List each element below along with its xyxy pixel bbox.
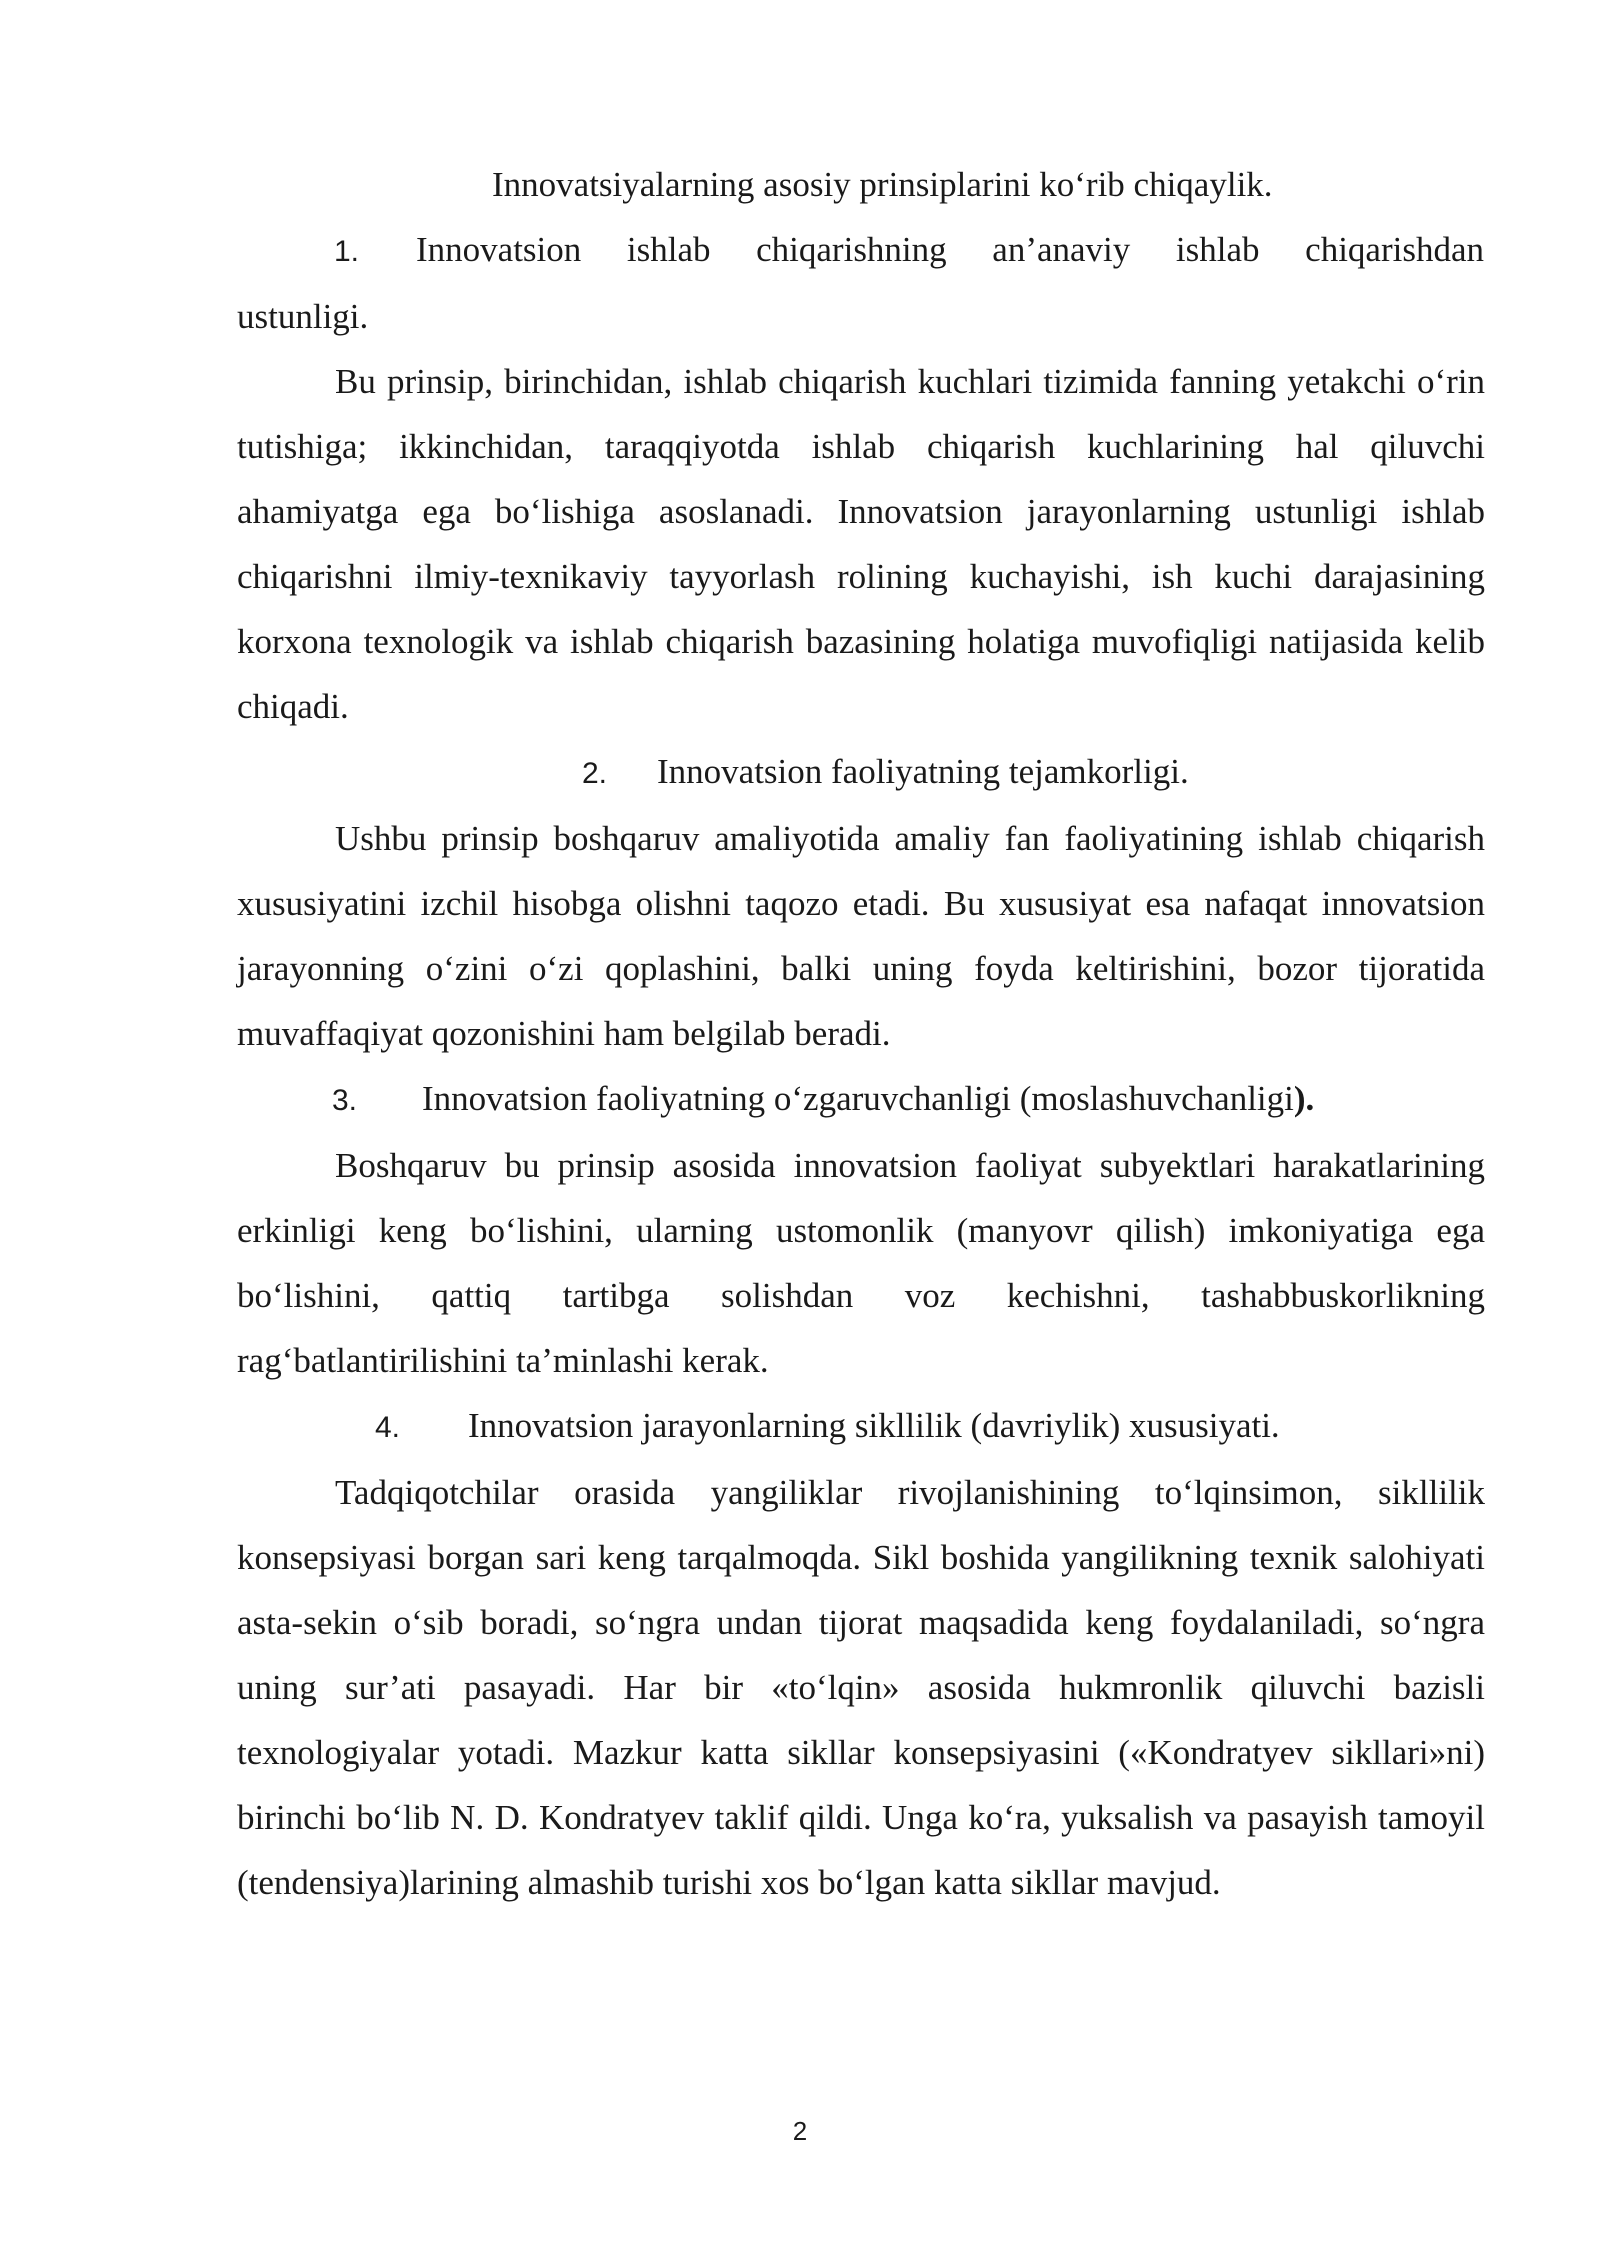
principle-1-heading-line1: Innovatsion ishlab chiqarishning an’anaviy ishlab chiqarishdan [416, 230, 1484, 269]
intro-paragraph: Innovatsiyalarning asosiy prinsiplarini ko‘rib chiqaylik. [492, 165, 1273, 204]
page-number: 2 [792, 2116, 808, 2146]
principle-4-heading-text: Innovatsion jarayonlarning sikllilik (davriylik) xususiyati. [468, 1406, 1280, 1445]
principle-4-number: 4. [375, 1411, 401, 1444]
principle-4-heading [237, 1393, 1485, 1460]
principle-1-body: Bu prinsip, birinchidan, ishlab chiqarish kuchlari tizimida fanning yetakchi o‘rin tutishiga; ikkinchidan, taraqqiyotda ishlab chiqarish kuchlarining hal qiluvchi ahamiyatga ega bo‘lishiga asoslanadi. Innovatsion jarayonlarning ustunligi ishlab chiqarishni ilmiy-texnikaviy tayyorlash rolining kuchayishi, ish kuchi darajasining korxona texnologik va ishlab chiqarish bazasining holatiga muvofiqligi natijasida kelib chiqadi. [237, 362, 1485, 726]
principle-2-heading-text: Innovatsion faoliyatning tejamkorligi. [657, 752, 1189, 791]
principle-3-body: Boshqaruv bu prinsip asosida innovatsion faoliyat subyektlari harakatlarining erkinligi keng bo‘lishini, ularning ustomonlik (manyovr qilish) imkoniyatiga ega bo‘lishini, qattiq tartibga solishdan voz kechishni, tashabbuskorlikning rag‘batlantirilishini ta’minlashi kerak. [237, 1146, 1485, 1380]
principle-1-heading [237, 217, 1485, 349]
principle-3-heading-end: ). [1293, 1079, 1315, 1118]
principle-3-heading-text: Innovatsion faoliyatning o‘zgaruvchanligi (moslashuvchanligi [422, 1079, 1294, 1118]
principle-1-heading-line2: ustunligi. [237, 297, 369, 336]
principle-2-body: Ushbu prinsip boshqaruv amaliyotida amaliy fan faoliyatining ishlab chiqarish xususiyatini izchil hisobga olishni taqozo etadi. Bu xususiyat esa nafaqat innovatsion jarayonning o‘zini o‘zi qoplashini, balki uning foyda keltirishini, bozor tijoratida muvaffaqiyat qozonishini ham belgilab beradi. [237, 819, 1485, 1053]
principle-4-body: Tadqiqotchilar orasida yangiliklar rivojlanishining to‘lqinsimon, sikllilik konsepsiyasi borgan sari keng tarqalmoqda. Sikl boshida yangilikning texnik salohiyati asta-sekin o‘sib boradi, so‘ngra undan tijorat maqsadida keng foydalaniladi, so‘ngra uning sur’ati pasayadi. Har bir «to‘lqin» asosida hukmronlik qiluvchi bazisli texnologiyalar yotadi. Mazkur katta sikllar konsepsiyasini («Kondratyev sikllari»ni) birinchi bo‘lib N. D. Kondratyev taklif qildi. Unga ko‘ra, yuksalish va pasayish tamoyil (tendensiya)larining almashib turishi xos bo‘lgan katta sikllar mavjud. [237, 1473, 1485, 1902]
principle-2-number: 2. [582, 757, 608, 790]
principle-1-number: 1. [334, 235, 360, 268]
principle-2-heading [237, 739, 1485, 806]
document-body [237, 152, 1485, 1915]
principle-3-number: 3. [332, 1084, 358, 1117]
principle-3-heading [237, 1066, 1485, 1133]
